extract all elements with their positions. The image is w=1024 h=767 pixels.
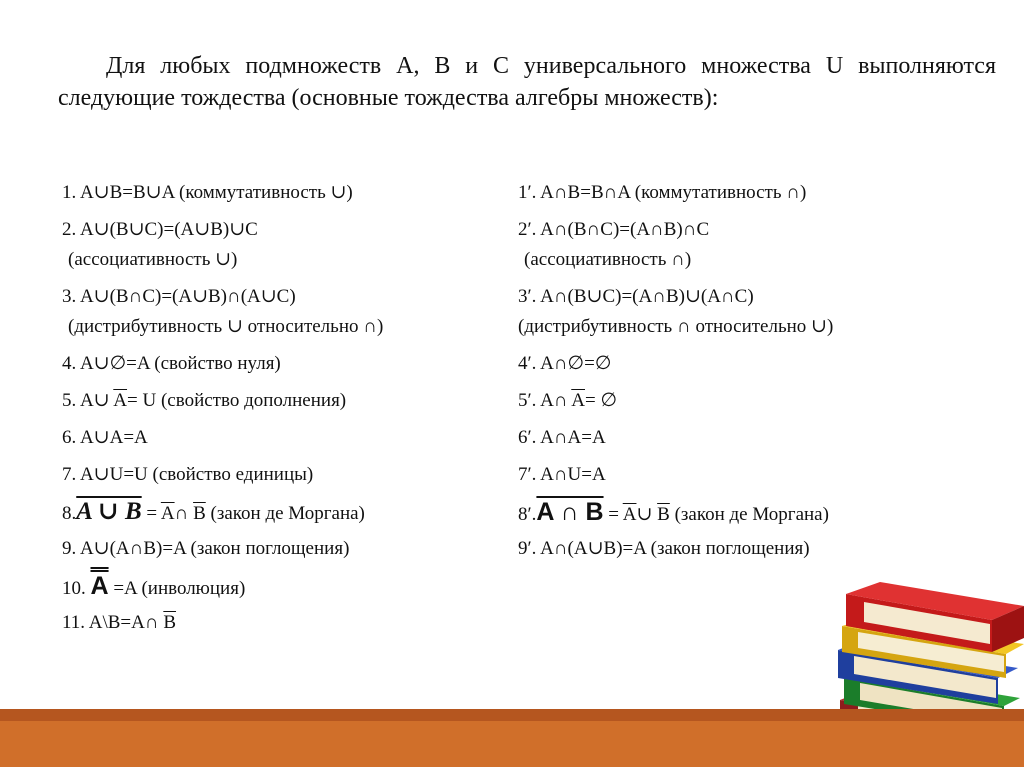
identity-9p: 9′. A∩(A∪B)=A (закон поглощения) [518,538,810,559]
identity-3: 3. A∪(B∩C)=(A∪B)∩(A∪C) (дистрибутивность ∪ относительно ∩) [62,286,384,337]
identity-2p: 2′. A∩(B∩C)=(A∩B)∩C (ассоциативность ∩) [518,219,710,270]
left-identities [62,178,502,645]
identity-1: 1. A∪B=B∪A (коммутативность ∪) [62,182,353,203]
identity-7: 7. A∪U=U (свойство единицы) [62,464,314,485]
intro-text: Для любых подмножеств A, B и C универсального множества U выполняются следующие тождества (основные тождества алгебры множеств): [58,53,996,111]
identity-11: 11. A\B=A∩ $\overline{B}$ [62,612,177,633]
identity-7p: 7′. A∩U=A [518,464,606,485]
identity-5p: 5′. A∩ $\overline{A}=$ ∅ [518,390,618,411]
identity-4: 4. A∪∅=A (свойство нуля) [62,353,281,374]
identity-6: 6. A∪A=A [62,427,148,448]
identity-2: 2. A∪(B∪C)=(A∪B)∪C (ассоциативность ∪) [62,219,258,270]
right-identities [518,178,988,571]
footer-band [0,721,1024,767]
footer-band-top [0,709,1024,721]
intro-paragraph [58,50,996,114]
identity-1p: 1′. A∩B=B∩A (коммутативность ∩) [518,182,807,203]
identity-8p: 8′.A ∩ $B = \overline{A}\cup$ $\overline{B}$ (закон де Моргана) [518,498,829,526]
identity-6p: 6′. A∩A=A [518,427,606,448]
identity-10: 10. A =A (инволюция) [62,572,246,600]
identity-9: 9. A∪(A∩B)=A (закон поглощения) [62,538,350,559]
identity-8: 8.A ∪ $B = \overline{A}\cap$ $\overline{B}$ (закон де Моргана) [62,498,365,525]
identity-5: 5. A∪ $\overline{A}= U$ (свойство дополнения) [62,390,347,411]
identity-4p: 4′. A∩∅=∅ [518,353,612,374]
identity-3p: 3′. A∩(B∪C)=(A∩B)∪(A∩C) (дистрибутивность ∩ относительно ∪) [518,286,834,337]
